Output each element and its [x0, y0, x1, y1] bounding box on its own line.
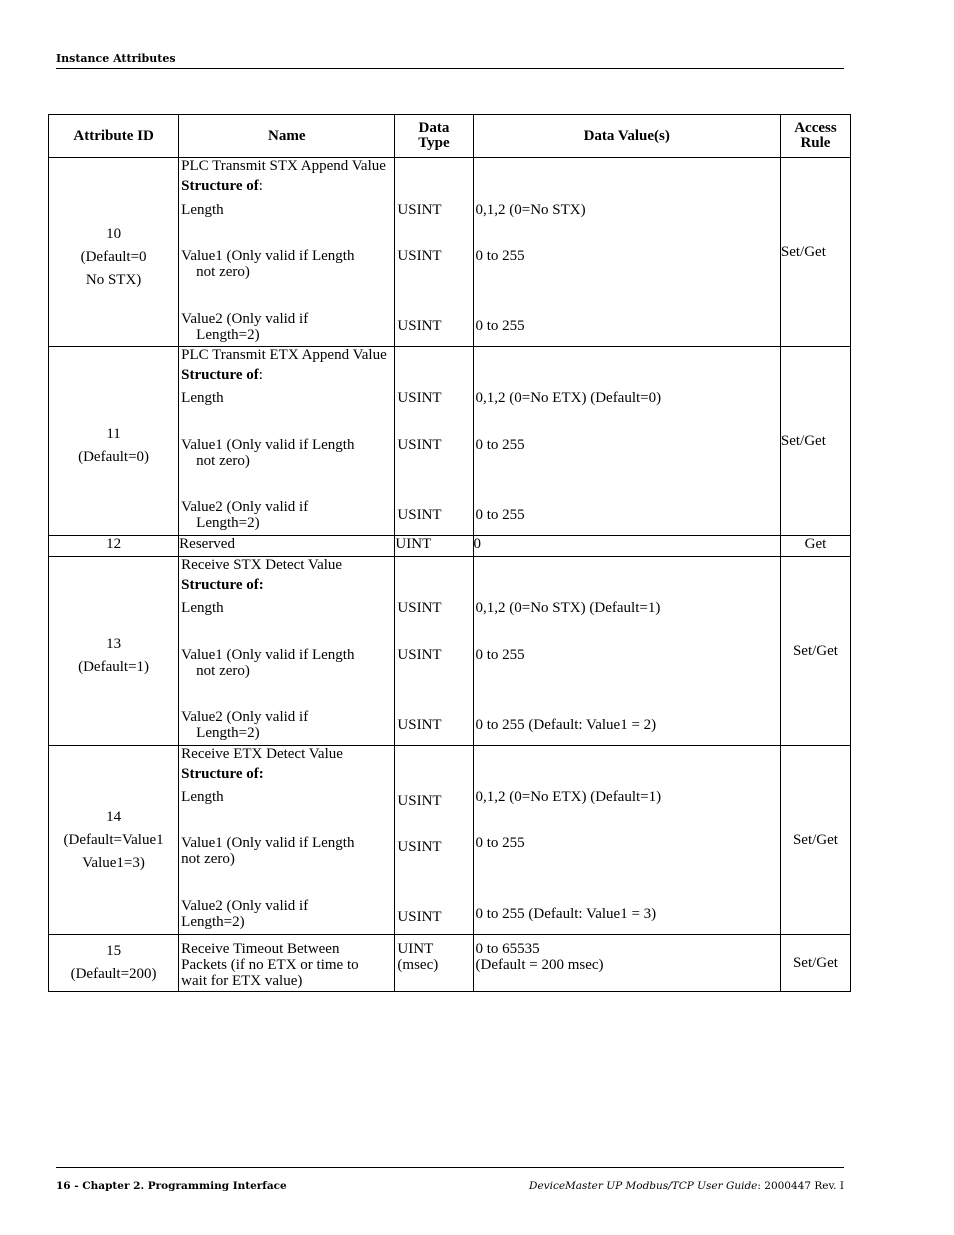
- attribute-id-cell: [49, 347, 179, 536]
- value-cell: [473, 935, 780, 992]
- col-header-attribute-id: Attribute ID: [49, 115, 179, 158]
- attribute-id: 13: [106, 636, 122, 652]
- sub-value: 0,1,2 (0=No STX) (Default=1): [475, 600, 661, 616]
- sub-type: USINT: [397, 202, 442, 218]
- access-rule: Set/Get: [780, 347, 850, 536]
- type-cell: [395, 347, 473, 536]
- footer-rule: [56, 1167, 844, 1168]
- structure-label-text: Structure of: [181, 367, 259, 383]
- sub-type: USINT: [397, 437, 442, 453]
- col-header-data-type-line1: Data: [418, 120, 450, 136]
- sub-value: 0 to 255 (Default: Value1 = 2): [475, 717, 657, 733]
- type-cell: [395, 746, 473, 935]
- attribute-id: 12: [49, 536, 179, 557]
- sub-value: 0 to 255: [475, 647, 525, 663]
- table-row: [49, 746, 851, 935]
- attribute-id: 10: [106, 225, 122, 242]
- sub-name-value1: Value1 (Only valid if Length: [181, 248, 355, 264]
- access-rule: Set/Get: [780, 557, 850, 746]
- group-title: Receive STX Detect Value: [181, 557, 343, 573]
- sub-value: 0 to 255: [475, 507, 525, 523]
- access-rule: Get: [780, 536, 850, 557]
- attribute-default: (Default=1): [78, 659, 150, 675]
- sub-value: 0,1,2 (0=No ETX) (Default=0): [475, 390, 662, 406]
- sub-name-value1: Value1 (Only valid if Length: [181, 835, 355, 851]
- attribute-name-line: wait for ETX value): [181, 973, 303, 989]
- sub-value: 0 to 255: [475, 318, 525, 334]
- footer-revision: : 2000447 Rev. I: [757, 1180, 844, 1192]
- sub-value: 0 to 255: [475, 248, 525, 264]
- attribute-default: (Default=Value1: [63, 831, 164, 848]
- structure-label-suffix: :: [258, 178, 263, 194]
- attribute-name-line: Receive Timeout Between: [181, 941, 340, 957]
- sub-type: USINT: [397, 647, 442, 663]
- structure-label: [181, 178, 392, 194]
- attribute-default-note: Value1=3): [82, 854, 145, 871]
- sub-name-value1: Value1 (Only valid if Length: [181, 437, 355, 453]
- sub-name-value1-cont: not zero): [196, 663, 250, 679]
- sub-name-value1-cont: not zero): [196, 264, 250, 280]
- instance-attributes-table: [48, 114, 851, 992]
- sub-value: 0 to 255 (Default: Value1 = 3): [475, 906, 657, 922]
- value-cell: [473, 557, 780, 746]
- sub-name-length: Length: [181, 600, 224, 616]
- col-header-access-rule-line2: Rule: [800, 135, 831, 151]
- name-cell: [179, 347, 395, 536]
- access-rule: Set/Get: [780, 746, 850, 935]
- type-cell: [395, 935, 473, 992]
- group-title: PLC Transmit ETX Append Value: [181, 347, 387, 363]
- table-row: [49, 536, 851, 557]
- access-rule: Set/Get: [780, 158, 850, 347]
- table-header-row: [49, 115, 851, 158]
- name-cell: [179, 746, 395, 935]
- sub-type: USINT: [397, 793, 442, 809]
- sub-name-value2-cont: Length=2): [196, 515, 260, 531]
- sub-value: 0,1,2 (0=No STX): [475, 202, 586, 218]
- name-cell: [179, 557, 395, 746]
- sub-name-value2-cont: Length=2): [196, 327, 260, 343]
- col-header-data-values: Data Value(s): [473, 115, 780, 158]
- group-title: PLC Transmit STX Append Value: [181, 158, 386, 174]
- value-cell: [473, 347, 780, 536]
- sub-name-value2-cont: Length=2): [196, 725, 260, 741]
- attribute-id-cell: [49, 557, 179, 746]
- attribute-default-note: No STX): [85, 271, 142, 288]
- structure-label-text: Structure of:: [181, 577, 264, 593]
- structure-label-suffix: :: [258, 367, 263, 383]
- table-row: [49, 935, 851, 992]
- type-cell: [395, 158, 473, 347]
- attribute-id: 14: [106, 808, 122, 825]
- sub-type: USINT: [397, 600, 442, 616]
- attribute-id: 15: [106, 943, 122, 959]
- structure-label-text: Structure of: [181, 178, 259, 194]
- attribute-id-cell: [49, 935, 179, 992]
- attribute-id: 11: [106, 426, 121, 442]
- attribute-value-default: (Default = 200 msec): [475, 957, 604, 973]
- attribute-name-line: Packets (if no ETX or time to: [181, 957, 359, 973]
- sub-name-value2: Value2 (Only valid if: [181, 499, 309, 515]
- sub-value: 0,1,2 (0=No ETX) (Default=1): [475, 789, 662, 805]
- attribute-type: UINT: [395, 536, 473, 557]
- page-header-title: Instance Attributes: [56, 52, 176, 65]
- attribute-id-cell: [49, 158, 179, 347]
- sub-value: 0 to 255: [475, 437, 525, 453]
- sub-name-value1: Value1 (Only valid if Length: [181, 647, 355, 663]
- col-header-access-rule: [780, 115, 850, 158]
- name-cell: [179, 935, 395, 992]
- group-title: Receive ETX Detect Value: [181, 746, 343, 762]
- attribute-name: Reserved: [179, 536, 395, 557]
- table-row: [49, 158, 851, 347]
- attribute-type-unit: (msec): [397, 957, 439, 973]
- col-header-name: Name: [179, 115, 395, 158]
- sub-name-value2: Value2 (Only valid if: [181, 898, 309, 914]
- sub-name-value2: Value2 (Only valid if: [181, 311, 309, 327]
- sub-type: USINT: [397, 248, 442, 264]
- attribute-id-cell: [49, 746, 179, 935]
- footer-chapter: 16 - Chapter 2. Programming Interface: [56, 1180, 287, 1192]
- attribute-value: 0 to 65535: [475, 941, 540, 957]
- structure-label: [181, 766, 392, 782]
- col-header-access-rule-line1: Access: [794, 120, 837, 136]
- sub-name-value1-cont: not zero): [181, 851, 235, 867]
- col-header-data-type-line2: Type: [418, 135, 450, 151]
- access-rule: Set/Get: [780, 935, 850, 992]
- structure-label: [181, 577, 392, 593]
- attribute-default: (Default=0: [80, 248, 147, 265]
- col-header-data-type: [395, 115, 473, 158]
- structure-label: [181, 367, 392, 383]
- attribute-default: (Default=200): [70, 966, 157, 982]
- sub-value: 0 to 255: [475, 835, 525, 851]
- value-cell: [473, 746, 780, 935]
- name-cell: [179, 158, 395, 347]
- sub-name-length: Length: [181, 202, 224, 218]
- type-cell: [395, 557, 473, 746]
- sub-name-length: Length: [181, 390, 224, 406]
- value-cell: [473, 158, 780, 347]
- sub-type: USINT: [397, 390, 442, 406]
- attribute-default: (Default=0): [78, 449, 150, 465]
- footer-guide-title: DeviceMaster UP Modbus/TCP User Guide: [529, 1180, 758, 1192]
- attribute-value: 0: [473, 536, 780, 557]
- sub-name-value2-cont: Length=2): [181, 914, 245, 930]
- sub-name-value2: Value2 (Only valid if: [181, 709, 309, 725]
- sub-type: USINT: [397, 717, 442, 733]
- structure-label-text: Structure of:: [181, 766, 264, 782]
- footer-document-id: [529, 1180, 844, 1192]
- table-row: [49, 347, 851, 536]
- sub-type: USINT: [397, 507, 442, 523]
- header-rule: [56, 68, 844, 69]
- sub-name-value1-cont: not zero): [196, 453, 250, 469]
- sub-type: USINT: [397, 318, 442, 334]
- attribute-type: UINT: [397, 941, 434, 957]
- table-row: [49, 557, 851, 746]
- sub-type: USINT: [397, 909, 442, 925]
- sub-type: USINT: [397, 839, 442, 855]
- sub-name-length: Length: [181, 789, 224, 805]
